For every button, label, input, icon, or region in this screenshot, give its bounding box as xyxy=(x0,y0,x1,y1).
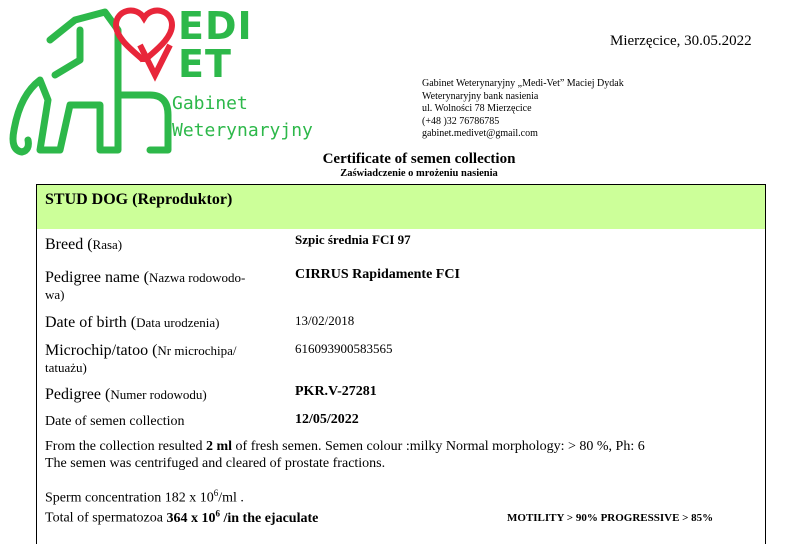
logo-text-et: ET xyxy=(178,42,232,86)
stud-dog-header-text: STUD DOG (Reproduktor) xyxy=(45,191,233,208)
clinic-email: gabinet.medivet@gmail.com xyxy=(422,128,538,140)
collection-date-value: 12/05/2022 xyxy=(295,412,359,427)
breed-label: Breed (Rasa) xyxy=(45,236,123,253)
pedigree-label: Pedigree (Numer rodowodu) xyxy=(45,386,207,403)
dob-label: Date of birth (Data urodzenia) xyxy=(45,314,220,331)
clinic-name: Gabinet Weterynaryjny „Medi-Vet” Maciej Dydak xyxy=(422,78,624,89)
logo-text-edi: EDI xyxy=(178,4,253,48)
breed-value: Szpic średnia FCI 97 xyxy=(295,232,411,247)
pedigree-value: PKR.V-27281 xyxy=(295,384,377,399)
clinic-info xyxy=(422,78,624,141)
pedigree-name-value: CIRRUS Rapidamente FCI xyxy=(295,267,460,282)
microchip-value: 616093900583565 xyxy=(295,341,393,356)
collection-date-label: Date of semen collection xyxy=(45,414,185,429)
pedigree-name-label: Pedigree name (Nazwa rodowodo- wa) xyxy=(45,269,246,302)
clinic-bank: Weterynaryjny bank nasienia xyxy=(422,90,539,102)
total-spermatozoa: Total of spermatozoa 364 x $10^6$ /in the ejaculate xyxy=(45,508,319,526)
medi-vet-logo xyxy=(0,0,313,165)
microchip-label: Microchip/tatoo (Nr microchipa/ tatuażu) xyxy=(45,342,237,375)
collection-result: From the collection resulted 2 ml of fresh semen. Semen colour :milky Normal morphology: > 80 %, Ph: 6 The semen was centrifuged and cleared of prostate fractions. xyxy=(45,439,645,471)
stud-dog-header xyxy=(37,185,765,229)
logo-subtitle-1: Gabinet xyxy=(172,93,248,114)
certificate-title: Certificate of semen collection xyxy=(322,151,516,167)
motility-result: MOTILITY > 90% PROGRESSIVE > 85% xyxy=(507,512,714,524)
dob-value: 13/02/2018 xyxy=(295,313,355,328)
sperm-concentration: Sperm concentration 182 x $10^6/ml$ . xyxy=(45,488,244,506)
clinic-address: ul. Wolności 78 Mierzęcice xyxy=(422,103,532,115)
certificate-subtitle: Zaświadczenie o mrożeniu nasienia xyxy=(340,168,498,179)
document-date: Mierzęcice, 30.05.2022 xyxy=(610,33,752,49)
logo-subtitle-2: Weterynaryjny xyxy=(172,120,313,141)
clinic-phone: (+48 )32 76786785 xyxy=(422,115,500,127)
certificate-box xyxy=(36,184,766,544)
